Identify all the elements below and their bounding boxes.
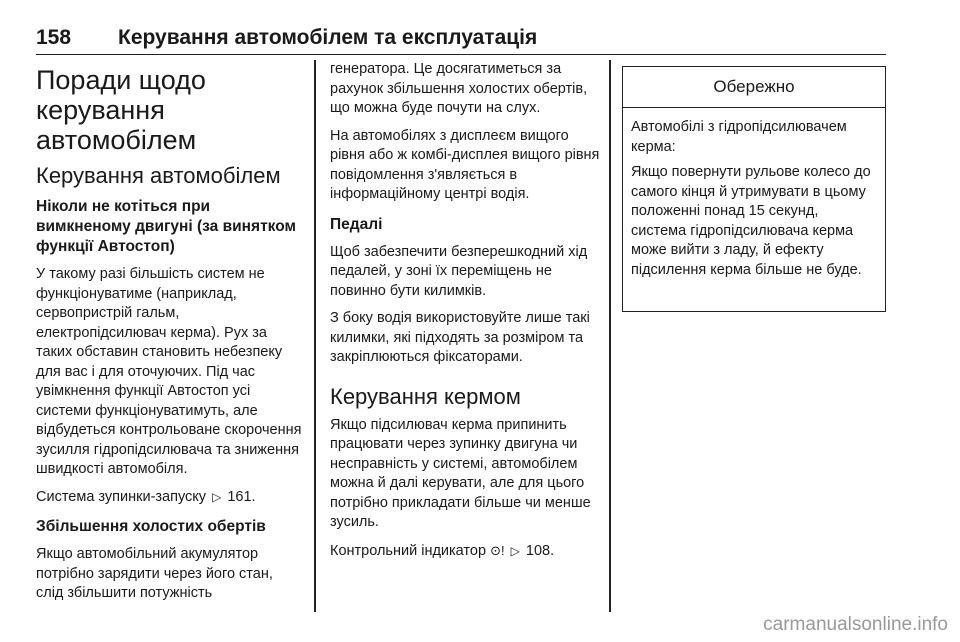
- watermark: carmanualsonline.info: [763, 614, 948, 635]
- subsection-heading: Ніколи не котіться при вимкненому двигуні (за винятком функції Автостоп): [36, 198, 296, 255]
- paragraph: Якщо підсилювач керма припинить працювати через зупинку двигуна чи несправність у системі, автомобілем можна й далі керувати, але для цього потрібно прикладати більше чи менше зусиль.: [330, 416, 591, 530]
- warning-title: Обережно: [623, 67, 885, 108]
- middle-column: [330, 60, 600, 569]
- paragraph: Якщо автомобільний акумулятор потрібно зарядити через його стан, слід збільшити потужність: [36, 546, 273, 601]
- steering-warning-icon: ⊙!: [490, 542, 505, 558]
- warning-box: [622, 66, 886, 312]
- column-divider: [314, 60, 316, 612]
- section-title: Керування автомобілем та експлуатація: [118, 26, 538, 49]
- reference-text: Контрольний індикатор: [330, 542, 487, 559]
- page-link[interactable]: 161.: [227, 488, 256, 505]
- column-divider: [609, 60, 611, 612]
- paragraph: генератора. Це досягатиметься за рахунок збільшення холостих обертів, що можна буде почути на слух.: [330, 61, 588, 116]
- paragraph: У такому разі більшість систем не функціонуватиме (наприклад, сервопристрій гальм, електропідсилювач керма). Рух за таких обставин становить небезпеку для вас і для оточуючих. Під час увімкнення функції Автостоп усі системи функціонуватимуть, але відбудеться контрольоване скорочення зусилля гідропідсилювача та зниження швидкості автомобіля.: [36, 266, 302, 477]
- warning-paragraph: Якщо повернути рульове колесо до самого кінця й утримувати в цьому положенні понад 15 секунд, система гідропідсилювача керма може вийти з ладу, й ефекту підсилення керма більше не буде.: [631, 164, 871, 278]
- paragraph: Щоб забезпечити безперешкодний хід педалей, у зоні їх переміщень не повинно бути килимків.: [330, 243, 588, 299]
- section-heading: Керування автомобілем: [36, 163, 281, 188]
- chapter-heading: Поради щодо керування автомобілем: [36, 65, 206, 155]
- paragraph: З боку водія використовуйте лише такі килимки, які підходять за розміром та закріплюються фіксаторами.: [330, 310, 590, 365]
- left-column: [36, 60, 302, 612]
- page-number: 158: [36, 26, 72, 49]
- subsection-heading: Педалі: [330, 215, 383, 233]
- paragraph: На автомобілях з дисплеєм вищого рівня або ж комбі-дисплея вищого рівня повідомлення з'являється в інформаційному центрі водія.: [330, 127, 600, 202]
- warning-paragraph: Автомобілі з гідропідсилювачем керма:: [631, 119, 847, 155]
- arrow-right-outline-icon: ▷: [212, 489, 222, 504]
- arrow-right-outline-icon: ▷: [510, 543, 520, 558]
- subsection-heading: Збільшення холостих обертів: [36, 518, 266, 535]
- page-header: [36, 26, 886, 55]
- cross-reference: [36, 488, 302, 508]
- reference-text: Система зупинки-запуску: [36, 488, 207, 505]
- warning-body: [623, 108, 885, 280]
- section-heading: Керування кермом: [330, 383, 521, 409]
- page-link[interactable]: 108.: [525, 542, 555, 559]
- cross-reference: [330, 541, 600, 562]
